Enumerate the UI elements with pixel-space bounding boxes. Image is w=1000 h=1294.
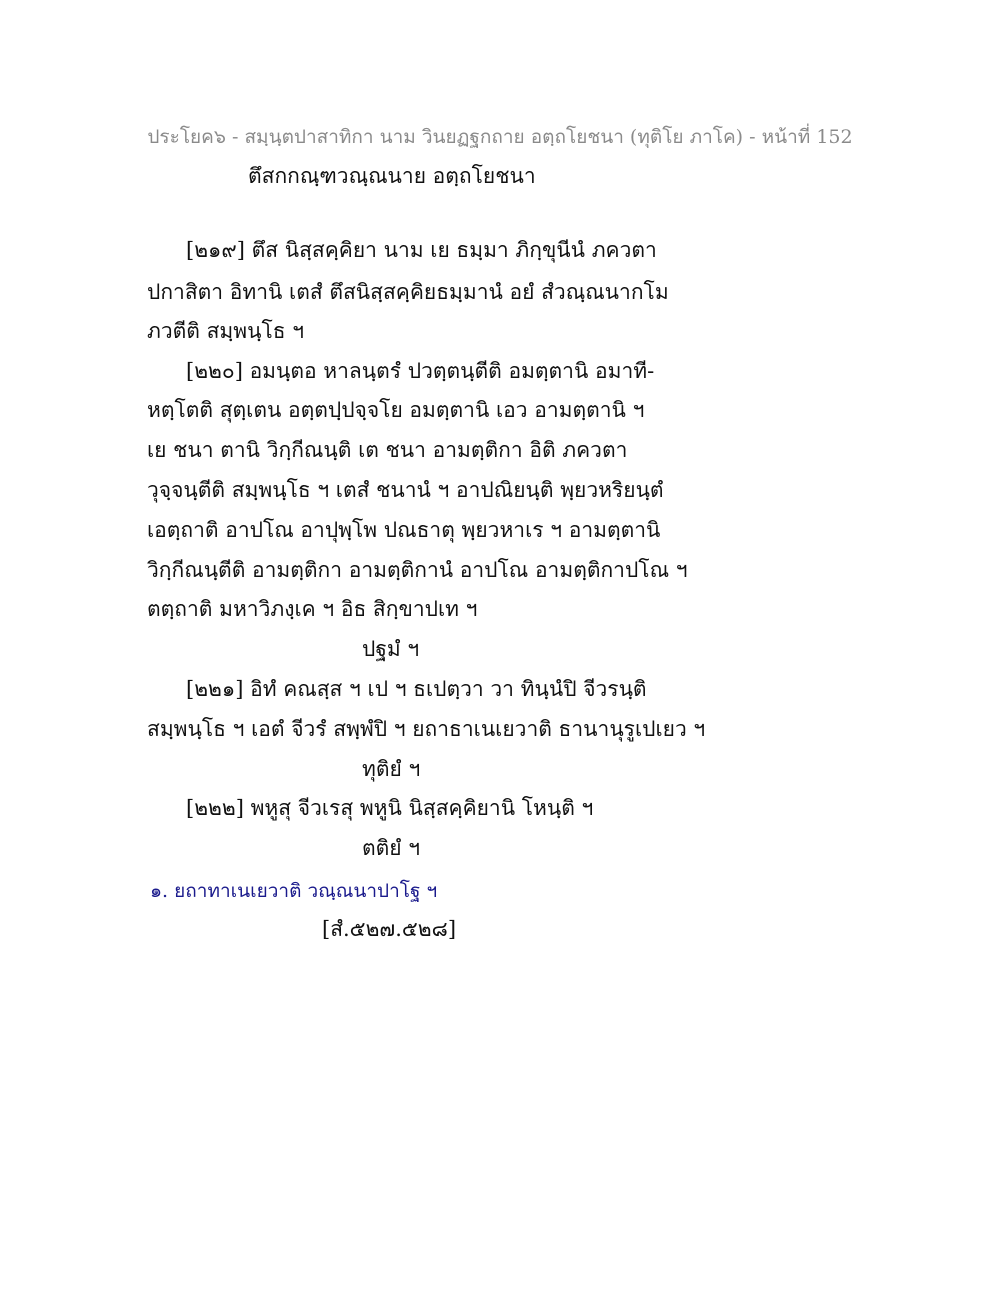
paragraph-line: [๒๒๑] อิทํ คณสฺส ฯ เป ฯ ธเปตฺวา วา ทินฺนํปิ จีวรนฺติ bbox=[186, 677, 647, 701]
paragraph-line: [๒๑๙] ตึส นิสฺสคฺคิยา นาม เย ธมฺมา ภิกฺขุนีนํ ภควตา bbox=[186, 238, 657, 262]
paragraph-line: วุจฺจนฺตีติ สมฺพนฺโธ ฯ เตสํ ชนานํ ฯ อาปณิยนฺติ พฺยวหริยนฺตํ bbox=[147, 478, 664, 502]
paragraph-line: ปกาสิตา อิทานิ เตสํ ตึสนิสฺสคฺคิยธมฺมานํ อยํ สํวณฺณนากโม bbox=[147, 280, 669, 304]
paragraph-line: ภวตีติ สมฺพนฺโธ ฯ bbox=[147, 319, 305, 343]
section-marker: ทุติยํ ฯ bbox=[362, 757, 421, 781]
footnote: ๑. ยถาทาเนเยวาติ วณฺณนาปาโฐ ฯ bbox=[150, 880, 438, 902]
paragraph-line: เอตฺถาติ อาปโณ อาปุพฺโพ ปณธาตุ พฺยวหาเร ฯ อามตฺตานิ bbox=[147, 518, 661, 542]
paragraph-line: สมฺพนฺโธ ฯ เอตํ จีวรํ สพฺพํปิ ฯ ยถาธาเนเยวาติ ธานานุรูเปเยว ฯ bbox=[147, 717, 706, 741]
paragraph-line: หตฺโตติ สุตฺเตน อตฺตปฺปจฺจโย อมตฺตานิ เอว อามตฺตานิ ฯ bbox=[147, 398, 645, 422]
page-reference: [สํ.๕๒๗.๕๒๘] bbox=[322, 917, 457, 941]
paragraph-line: วิกฺกีณนฺตีติ อามตฺติกา อามตฺติกานํ อาปโณ อามตฺติกาปโณ ฯ bbox=[147, 558, 688, 582]
running-header: ประโยค๖ - สมฺนฺตปาสาทิกา นาม วินยฏฐกถาย อตฺถโยชนา (ทุติโย ภาโค) - หน้าที่ 152 bbox=[147, 126, 853, 148]
paragraph-line: เย ชนา ตานิ วิกฺกีณนฺติ เต ชนา อามตฺติกา อิติ ภควตา bbox=[147, 438, 628, 462]
paragraph-line: [๒๒๐] อมนฺตอ หาลนฺตรํ ปวตฺตนฺตีติ อมตฺตานิ อมาที- bbox=[186, 359, 655, 383]
section-marker: ปฐมํ ฯ bbox=[362, 637, 420, 661]
paragraph-line: [๒๒๒] พหูสุ จีวเรสุ พหูนิ นิสฺสคฺคิยานิ โหนฺติ ฯ bbox=[186, 796, 594, 820]
paragraph-line: ตตฺถาติ มหาวิภงฺเค ฯ อิธ สิกฺขาปเท ฯ bbox=[147, 597, 478, 621]
section-marker: ตติยํ ฯ bbox=[362, 836, 421, 860]
section-heading: ตึสกกณฺฑวณฺณนาย อตฺถโยชนา bbox=[248, 164, 536, 188]
